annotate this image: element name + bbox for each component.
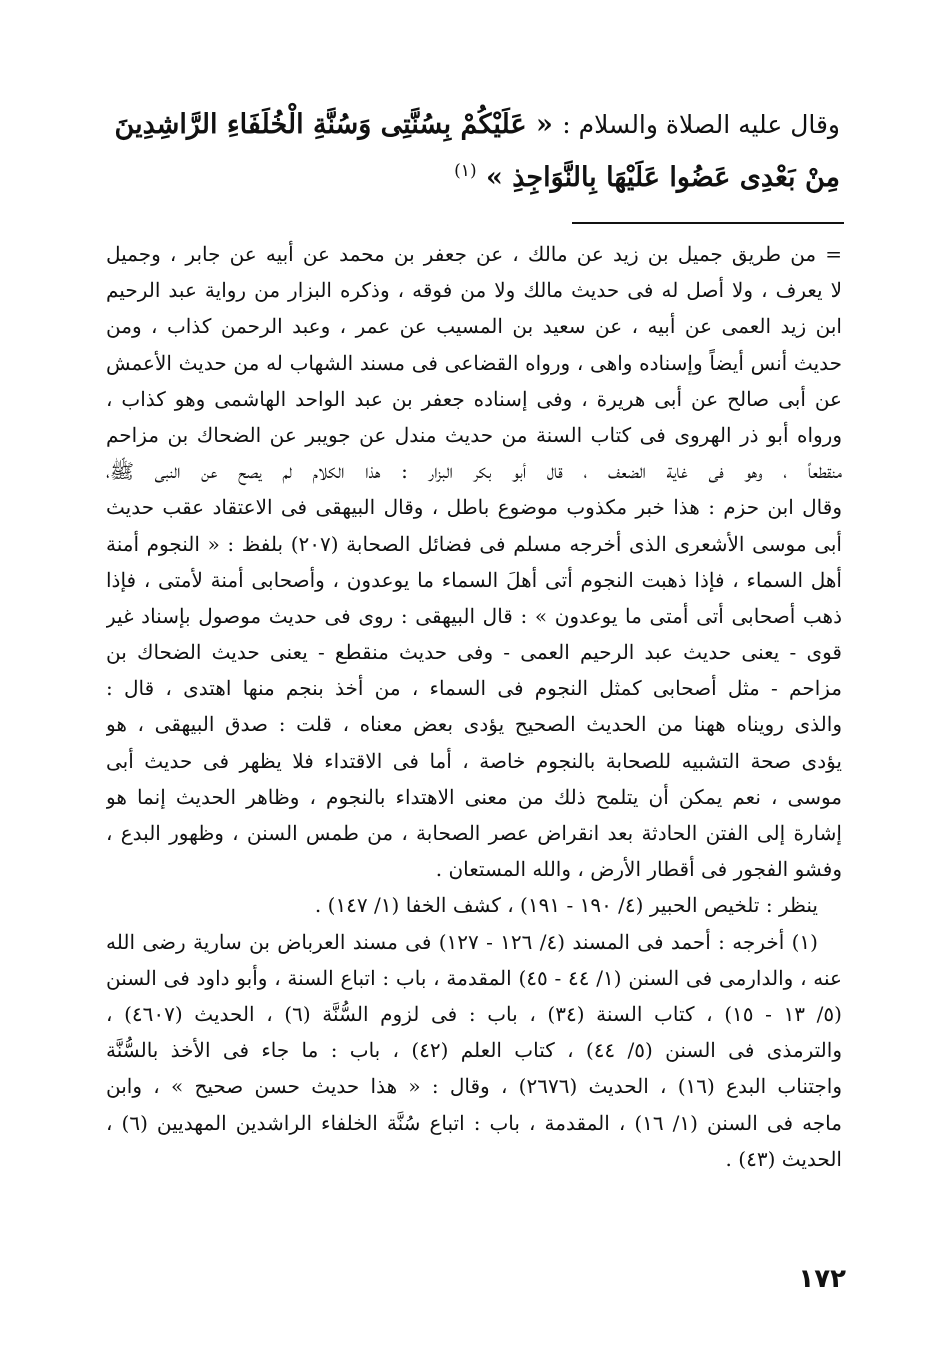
footnote-line: ابن زيد العمى عن أبيه ، عن سعيد بن المسيب عن عمر ، وعبد الرحمن كذاب ، ومن xyxy=(106,314,842,339)
quote-text: « عَلَيْكُمْ بِسُنَّتِى وَسُنَّةِ الْخُلَفَاءِ الرَّاشِدِينَ مِنْ بَعْدِى عَضُوا عَلَيْهَا بِالنَّوَاجِذِ » xyxy=(114,109,840,193)
footnote-line: أبى موسى الأشعرى الذى أخرجه مسلم فى فضائل الصحابة (٢٠٧) بلفظ : « النجوم أمنة xyxy=(106,531,842,556)
footnotes-section xyxy=(106,236,842,1177)
footnote-line: قوى - يعنى حديث عبد الرحيم العمى - وفى حديث منقطع - يعنى حديث الضحاك بن xyxy=(106,640,842,665)
footnote-line: لا يعرف ، ولا أصل له فى حديث مالك ولا من فوقه ، وذكره البزار من رواية عبد الرحيم xyxy=(106,278,842,303)
footnote-line: والذى رويناه ههنا من الحديث الصحيح يؤدى بعض معناه ، قلت : صدق البيهقى ، هو xyxy=(106,712,842,737)
page-number: ١٧٢ xyxy=(798,1264,846,1294)
footnote-line: ذهب أصحابى أتى أمتى ما يوعدون » : قال البيهقى : روى فى حديث موصول بإسناد غير xyxy=(106,603,842,628)
footnote-1-line: الحديث (٤٣) . xyxy=(725,1146,842,1171)
footnote-1-line: (٥/ ١٣ - ١٥) ، كتاب السنة (٣٤) ، باب : فى لزوم السُّنَّة (٦) ، الحديث (٤٦٠٧) ، xyxy=(106,1001,842,1026)
footnote-line: يؤدى صحة التشبيه للصحابة بالنجوم خاصة ، أما فى الاقتداء فلا يظهر فى حديث أبى xyxy=(106,748,842,773)
footnote-marker: (١) xyxy=(454,161,477,181)
footnote-line: وفشو الفجور فى أقطار الأرض ، والله المستعان . xyxy=(435,857,842,882)
footnote-reference-line: ينظر : تلخيص الحبير (٤/ ١٩٠ - ١٩١) ، كشف الخفا (١/ ١٤٧) . xyxy=(314,893,818,918)
footnote-1-line: واجتناب البدع (١٦) ، الحديث (٢٦٧٦) ، وقال : « هذا حديث حسن صحيح » ، وابن xyxy=(106,1074,842,1099)
footnote-line: ورواه أبو ذر الهروى فى كتاب السنة من حديث مندل عن جويبر عن الضحاك بن مزاحم xyxy=(106,422,842,447)
footnote-line: أهل السماء ، فإذا ذهبت النجوم أتى أهلَ السماء ما يوعدون ، وأصحابى أمنة لأمتى ، فإذا xyxy=(106,567,842,592)
footnote-line: إشارة إلى الفتن الحادثة بعد انقراض عصر الصحابة ، من طمس السنن ، وظهور البدع ، xyxy=(106,821,842,845)
footnote-line: عن أبى صالح عن أبى هريرة ، وفى إسناده جعفر بن عبد الواحد الهاشمى وهو كذاب ، xyxy=(106,386,842,411)
footnote-separator xyxy=(572,222,844,224)
quote-intro: وقال عليه الصلاة والسلام : xyxy=(562,110,840,139)
footnote-1-line: ماجه فى السنن (١/ ١٦) ، المقدمة ، باب : اتباع سُنَّة الخلفاء الراشدين المهديين (٦) ، xyxy=(106,1110,842,1135)
footnote-line: وقال ابن حزم : هذا خبر مكذوب موضوع باطل ، وقال البيهقى فى الاعتقاد عقب حديث xyxy=(106,495,842,520)
footnote-1-line: والترمذى فى السنن (٥/ ٤٤) ، كتاب العلم (٤٢) ، باب : ما جاء فى الأخذ بالسُّنَّة xyxy=(106,1038,842,1063)
footnote-line: حديث أنس أيضاً وإسناده واهى ، ورواه القضاعى فى مسند الشهاب له من حديث الأعمش xyxy=(106,350,842,375)
footnote-1-line: (١) أخرجه : أحمد فى المسند (٤/ ١٢٦ - ١٢٧) فى مسند العرباض بن سارية رضى الله xyxy=(106,929,818,954)
footnote-1-line: عنه ، والدارمى فى السنن (١/ ٤٤ - ٤٥) المقدمة ، باب : اتباع السنة ، وأبو داود فى السنن xyxy=(106,965,842,990)
footnote-line: مزاحم - مثل أصحابى كمثل النجوم فى السماء ، من أخذ بنجم منها اهتدى ، قال : xyxy=(106,676,842,701)
footnote-line: منقطعاً ، وهو فى غاية الضعف ، قال أبو بكر البزار : هذا الكلام لم يصح عن النبى ﷺ، xyxy=(106,459,842,484)
hadith-quote xyxy=(100,102,840,201)
footnote-line: = من طريق جميل بن زيد عن مالك ، عن جعفر بن محمد عن أبيه عن جابر ، وجميل xyxy=(106,242,842,266)
footnote-line: موسى ، نعم يمكن أن يتلمح ذلك من معنى الاهتداء بالنجوم ، وظاهر الحديث إنما هو xyxy=(106,784,842,809)
